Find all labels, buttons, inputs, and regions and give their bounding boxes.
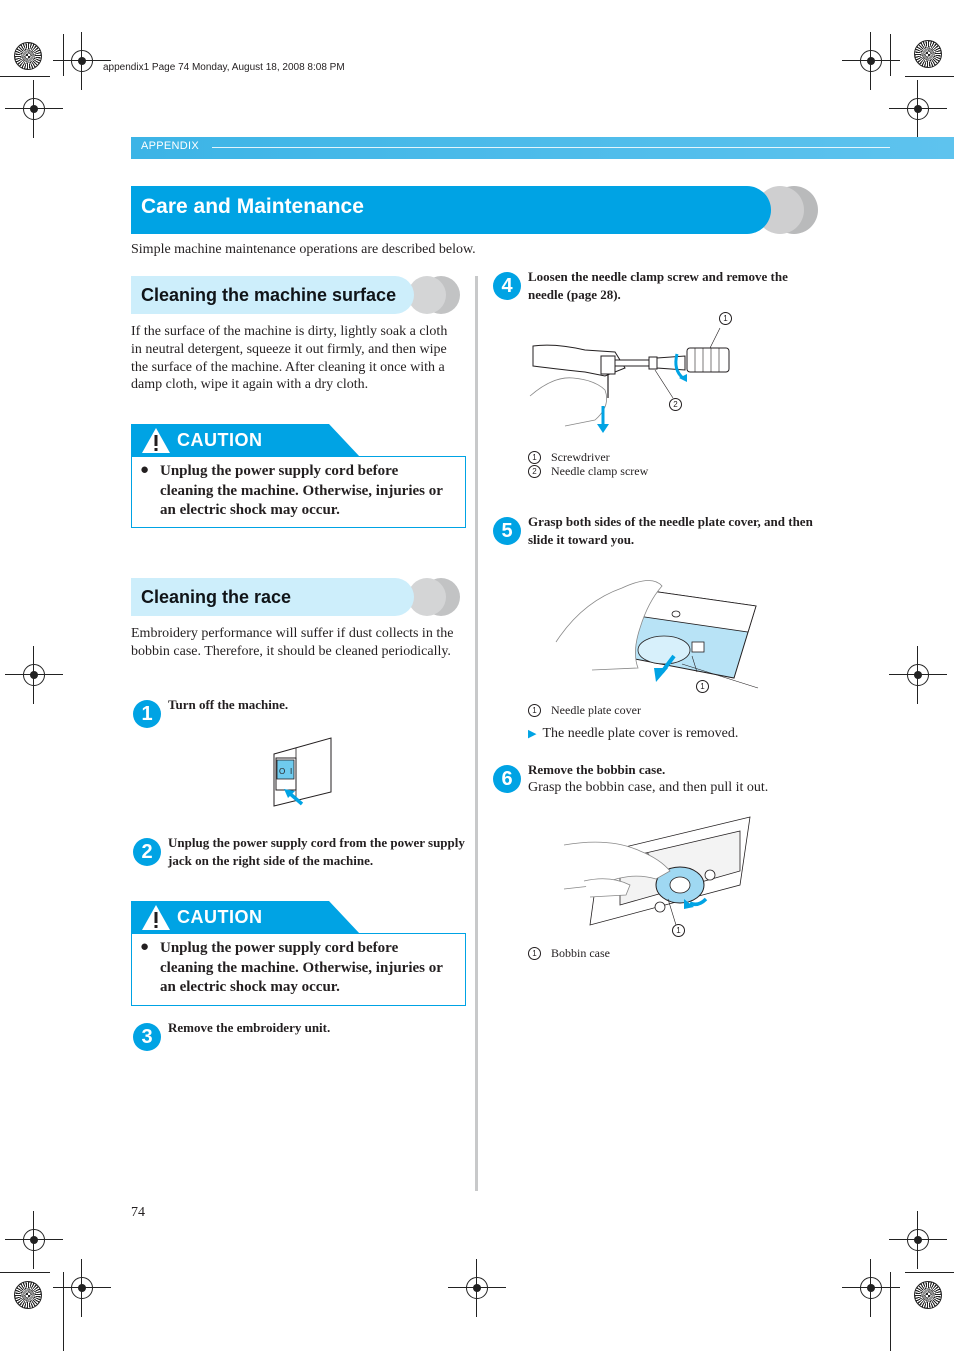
svg-text:O: O [279,767,286,776]
trim-mark [63,34,64,76]
result-arrow-icon: ▶ [528,728,537,740]
step-text: Grasp both sides of the needle plate cover, and then slide it toward you. [528,514,813,547]
trim-mark [0,76,50,77]
file-info: appendix1 Page 74 Monday, August 18, 2008 8:08 PM [103,62,345,73]
step-number: 1 [133,700,161,728]
step-text: Loosen the needle clamp screw and remove the needle (page 28). [528,269,788,302]
legend-item: 2 Needle clamp screw [528,464,648,479]
step-text: Unplug the power supply cord from the power supply jack on the right side of the machine. [168,835,465,868]
step-number: 2 [133,838,161,866]
trim-mark [890,1272,891,1351]
legend-item: 1 Needle plate cover [528,703,641,718]
result-line: ▶ The needle plate cover is removed. [528,726,739,741]
bullet-icon: ● [140,939,150,955]
trim-mark [0,1272,50,1273]
registration-rosette [14,1281,42,1309]
step-text: Remove the bobbin case. [528,762,666,777]
svg-text:I: I [290,767,293,776]
race-paragraph: Embroidery performance will suffer if dust collects in the bobbin case. Therefore, it should be cleaned periodically. [131,626,454,659]
legend-item: 1 Bobbin case [528,946,610,961]
registration-rosette [914,40,942,68]
callout-2: 2 [669,397,692,412]
callout-1: 1 [719,311,742,326]
section-label: APPENDIX [141,140,200,152]
step-subtext: Grasp the bobbin case, and then pull it out. [528,780,769,795]
needle-removal-illustration [525,310,740,435]
trim-mark [905,1272,954,1273]
trim-mark [905,76,954,77]
trim-mark [63,1272,64,1351]
section-heading-race: Cleaning the race [141,587,292,607]
callout-1: 1 [672,923,695,938]
step-number: 3 [133,1023,161,1051]
step-number: 4 [493,272,521,300]
caution-text: Unplug the power supply cord before cleaning the machine. Otherwise, injuries or an electric shock may occur. [160,940,443,995]
power-switch-illustration [268,736,334,808]
caution-text: Unplug the power supply cord before cleaning the machine. Otherwise, injuries or an electric shock may occur. [160,463,443,518]
intro-text: Simple machine maintenance operations are described below. [131,242,476,257]
callout-1: 1 [696,679,719,694]
step-number: 6 [493,765,521,793]
trim-mark [890,34,891,76]
header-rule [212,147,890,148]
bobbin-case-illustration [560,815,755,940]
bullet-icon: ● [140,462,150,478]
needle-plate-cover-illustration [552,572,762,692]
step-number: 5 [493,517,521,545]
column-divider [475,276,478,1191]
step-text: Remove the embroidery unit. [168,1020,331,1035]
legend-item: 1 Screwdriver [528,450,610,465]
header-band [131,137,954,159]
page-title: Care and Maintenance [141,195,364,218]
registration-rosette [14,42,42,70]
registration-rosette [914,1281,942,1309]
surface-paragraph: If the surface of the machine is dirty, lightly soak a cloth in neutral detergent, squeeze it out firmly, and then wipe the surface of the machine. After cleaning it once with a damp cloth, wipe it again with a dry cloth. [131,324,448,393]
caution-label: CAUTION [177,907,263,927]
step-text: Turn off the machine. [168,697,289,712]
section-heading-surface: Cleaning the machine surface [141,285,397,305]
page-number: 74 [131,1205,145,1220]
caution-label: CAUTION [177,430,263,450]
